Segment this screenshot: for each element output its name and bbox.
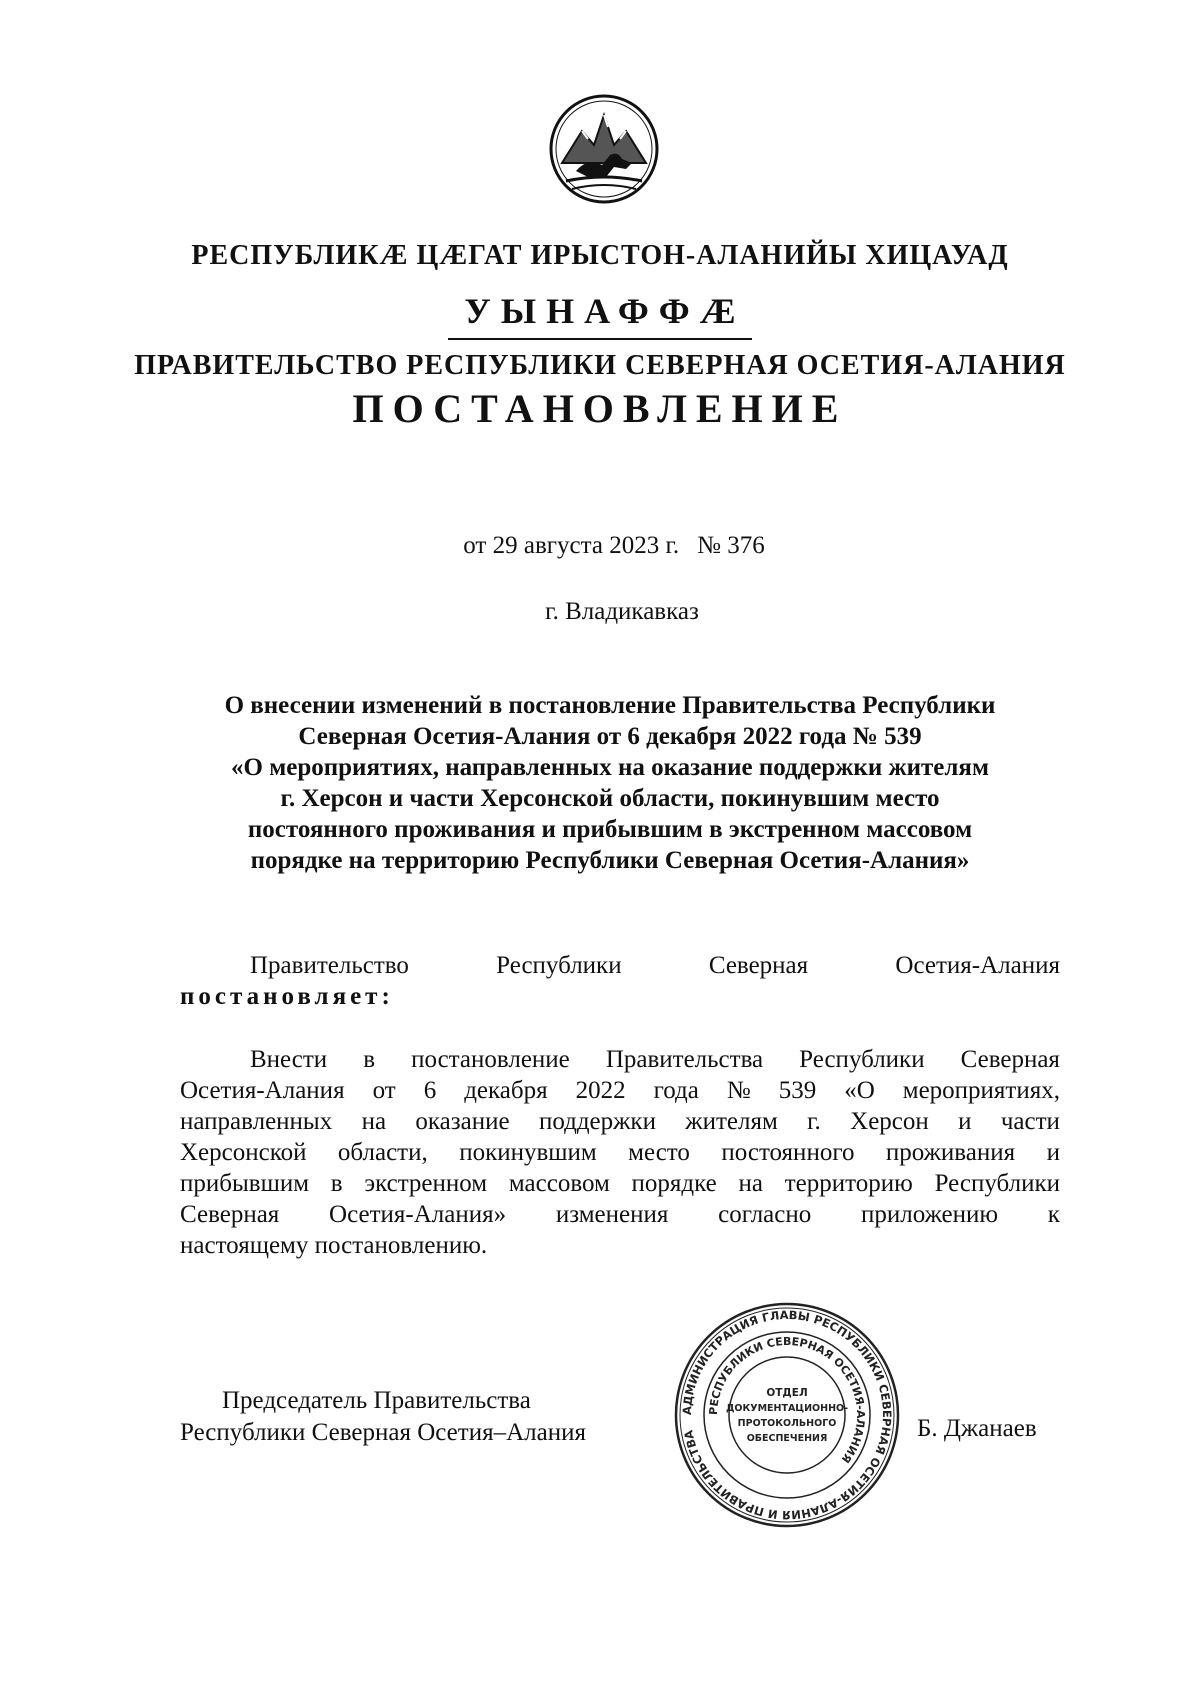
preamble-word: Республики bbox=[496, 952, 622, 979]
subject-line: постоянного проживания и прибывшим в экстренном массовом bbox=[247, 816, 973, 843]
body-word: в bbox=[330, 1170, 343, 1197]
body-word: Херсонской bbox=[180, 1139, 307, 1166]
body-word: декабря bbox=[464, 1077, 548, 1104]
position-line: Республики Северная Осетия–Алания bbox=[180, 1419, 586, 1446]
signatory-name: Б. Джанаев bbox=[917, 1415, 1037, 1442]
preamble-word: Правительство bbox=[250, 952, 409, 979]
preamble-word: Северная bbox=[708, 952, 809, 979]
body-word: Херсон bbox=[850, 1108, 929, 1135]
body-word: в bbox=[363, 1046, 376, 1073]
body-word: направленных bbox=[180, 1108, 333, 1135]
subject-line: «О мероприятиях, направленных на оказание поддержки жителям bbox=[231, 754, 989, 781]
coat-of-arms-emblem-icon bbox=[548, 93, 660, 205]
body-line bbox=[180, 1137, 1060, 1168]
russian-document-title: ПОСТАНОВЛЕНИЕ bbox=[352, 386, 848, 431]
document-date-line bbox=[0, 532, 1200, 560]
body-word: и bbox=[1046, 1139, 1060, 1166]
body-word: года bbox=[653, 1077, 699, 1104]
body-word: покинувшим bbox=[459, 1139, 597, 1166]
body-line bbox=[180, 1106, 1060, 1137]
body-word: Правительства bbox=[605, 1046, 764, 1073]
stamp-outer-ring-text: АДМИНИСТРАЦИЯ ГЛАВЫ РЕСПУБЛИКИ СЕВЕРНАЯ ОСЕТИЯ-АЛАНИЯ И ПРАВИТЕЛЬСТВА bbox=[679, 1307, 895, 1523]
body-word: Осетия-Алания» bbox=[329, 1201, 507, 1228]
document-number: № 376 bbox=[697, 532, 765, 559]
body-word: массовом bbox=[508, 1170, 610, 1197]
body-word: проживания bbox=[885, 1139, 1016, 1166]
body-word: Северная bbox=[180, 1201, 280, 1228]
signatory-position bbox=[180, 1385, 586, 1449]
subject-line: О внесении изменений в постановление Правительства Республики bbox=[224, 692, 996, 719]
preamble-line bbox=[180, 950, 1060, 981]
stamp-center-line: ДОКУМЕНТАЦИОННО- bbox=[725, 1403, 849, 1414]
body-word: 2022 bbox=[575, 1077, 626, 1104]
body-word: согласно bbox=[718, 1201, 812, 1228]
body-word: прибывшим bbox=[180, 1170, 310, 1197]
ossetian-document-title: УЫНАФФӔ bbox=[0, 290, 1200, 340]
stamp-center-line: ОТДЕЛ bbox=[766, 1387, 808, 1399]
body-word: место bbox=[628, 1139, 690, 1166]
stamp-center-line: ПРОТОКОЛЬНОГО bbox=[737, 1418, 837, 1429]
body-word: постановление bbox=[411, 1046, 570, 1073]
body-word: «О bbox=[844, 1077, 875, 1104]
body-word: части bbox=[1000, 1108, 1060, 1135]
body-word: Республики bbox=[799, 1046, 925, 1073]
resolves-word: постановляет: bbox=[180, 983, 394, 1010]
body-word: постоянного bbox=[721, 1139, 855, 1166]
body-word: г. bbox=[807, 1108, 821, 1135]
body-word: приложению bbox=[860, 1201, 999, 1228]
ossetian-government-name: РЕСПУБЛИКӔ ЦӔГАТ ИРЫСТОН-АЛАНИЙЫ ХИЦАУАД bbox=[191, 240, 1009, 271]
body-word: от bbox=[372, 1077, 396, 1104]
body-word: на bbox=[738, 1170, 763, 1197]
body-word: и bbox=[958, 1108, 972, 1135]
body-word: изменения bbox=[555, 1201, 669, 1228]
body-line bbox=[180, 1168, 1060, 1199]
preamble-word: Осетия-Алания bbox=[895, 952, 1060, 979]
body-line: настоящему постановлению. bbox=[180, 1232, 488, 1259]
body-line bbox=[180, 1044, 1060, 1075]
official-seal-stamp-icon bbox=[672, 1300, 902, 1530]
body-word: области, bbox=[337, 1139, 428, 1166]
body-word: оказание bbox=[415, 1108, 510, 1135]
document-subject bbox=[150, 690, 1070, 876]
resolution-body bbox=[180, 1044, 1060, 1261]
body-word: экстренном bbox=[364, 1170, 488, 1197]
body-word: жителям bbox=[685, 1108, 778, 1135]
body-line bbox=[180, 1075, 1060, 1106]
stamp-inner-ring-text: РЕСПУБЛИКИ СЕВЕРНАЯ ОСЕТИЯ-АЛАНИЯ bbox=[706, 1334, 868, 1466]
body-word: мероприятиях, bbox=[902, 1077, 1060, 1104]
body-word: к bbox=[1047, 1201, 1060, 1228]
position-line: Председатель Правительства bbox=[222, 1387, 531, 1414]
body-word: Осетия-Алания bbox=[180, 1077, 345, 1104]
body-word: 539 bbox=[778, 1077, 817, 1104]
subject-line: Северная Осетия-Алания от 6 декабря 2022 года № 539 bbox=[298, 723, 922, 750]
russian-government-name: ПРАВИТЕЛЬСТВО РЕСПУБЛИКИ СЕВЕРНАЯ ОСЕТИЯ-АЛАНИЯ bbox=[134, 350, 1066, 381]
body-word: поддержки bbox=[538, 1108, 656, 1135]
stamp-center-line: ОБЕСПЕЧЕНИЯ bbox=[746, 1433, 828, 1444]
body-word: порядке bbox=[631, 1170, 717, 1197]
body-line bbox=[180, 1199, 1060, 1230]
body-word: Республики bbox=[934, 1170, 1060, 1197]
body-word: на bbox=[361, 1108, 387, 1135]
body-word: 6 bbox=[423, 1077, 437, 1104]
resolution-preamble bbox=[180, 950, 1060, 1012]
body-word: Северная bbox=[960, 1046, 1060, 1073]
subject-line: порядке на территорию Республики Северная Осетия-Алания» bbox=[250, 847, 970, 874]
body-word: территорию bbox=[784, 1170, 913, 1197]
subject-line: г. Херсон и части Херсонской области, покинувшим место bbox=[280, 785, 940, 812]
body-word: № bbox=[726, 1077, 751, 1104]
body-word: Внести bbox=[250, 1046, 328, 1073]
document-date: от 29 августа 2023 г. bbox=[463, 532, 680, 559]
document-city: г. Владикавказ bbox=[545, 598, 699, 625]
